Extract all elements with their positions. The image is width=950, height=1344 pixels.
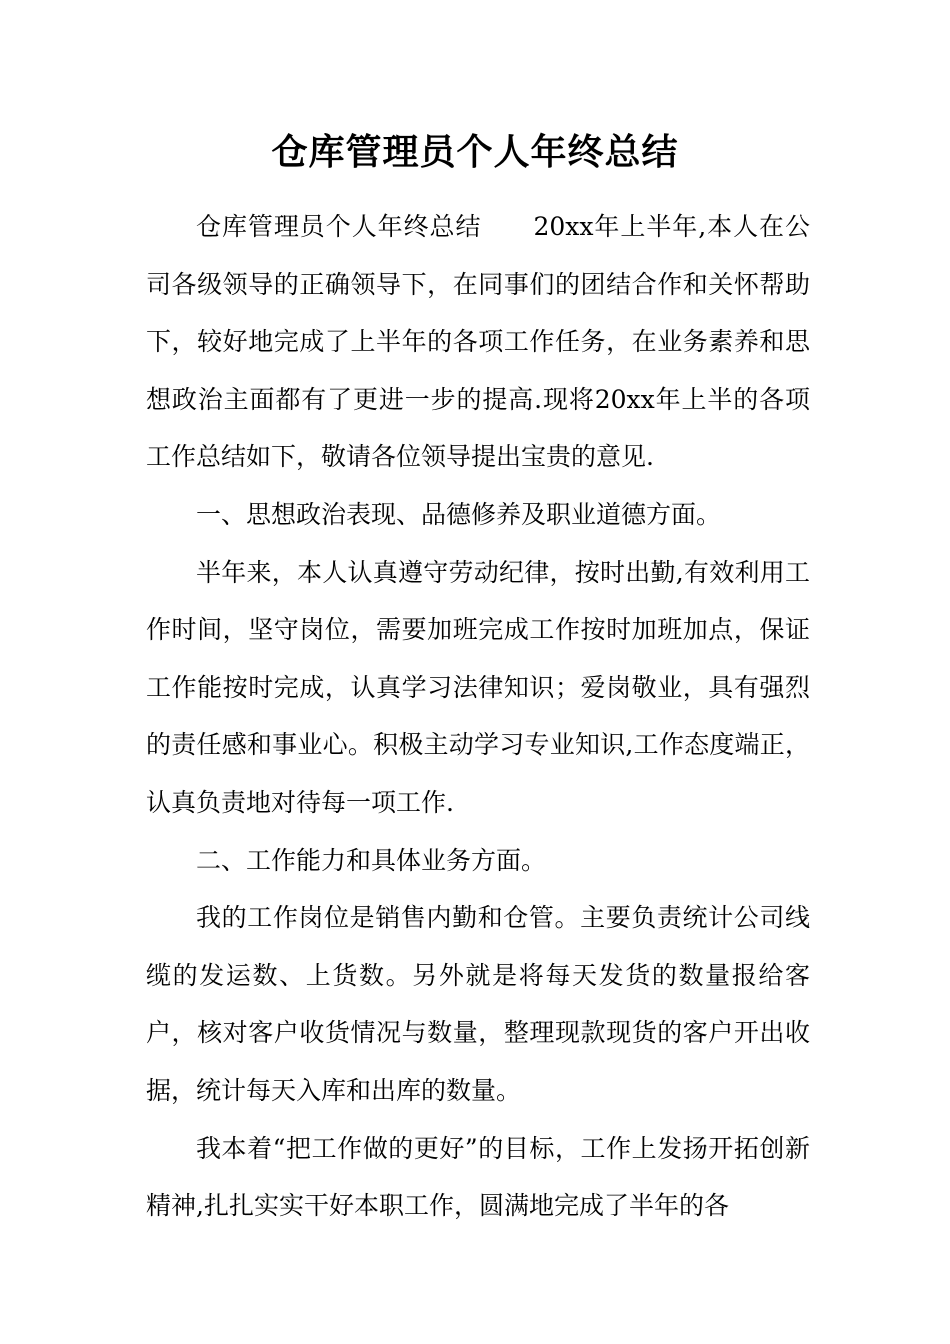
intro-lead: 仓库管理员个人年终总结: [196, 212, 482, 241]
section-heading-1: 一、思想政治表现、品德修养及职业道德方面。: [196, 499, 722, 529]
paragraph-intro: [146, 198, 810, 486]
paragraph-section-1: 半年来，本人认真遵守劳动纪律，按时出勤,有效利用工作时间，坚守岗位，需要加班完成工作按时加班加点，保证工作能按时完成，认真学习法律知识；爱岗敬业，具有强烈的责任感和事业心。积极主动学习专业知识,工作态度端正，认真负责地对待每一项工作.: [146, 557, 810, 817]
intro-text: 20xx年上半年,本人在公司各级领导的正确领导下，在同事们的团结合作和关怀帮助下，较好地完成了上半年的各项工作任务，在业务素养和思想政治主面都有了更进一步的提高.现将20xx年上半的各项工作总结如下，敬请各位领导提出宝贵的意见.: [146, 212, 810, 472]
document-body: [146, 198, 810, 1235]
document-title: 仓库管理员个人年终总结: [271, 132, 679, 173]
paragraph-goals: 我本着“把工作做的更好”的目标，工作上发扬开拓创新精神,扎扎实实干好本职工作，圆满地完成了半年的各: [146, 1133, 810, 1221]
paragraph-job-duties: 我的工作岗位是销售内勤和仓管。主要负责统计公司线缆的发运数、上货数。另外就是将每天发货的数量报给客户，核对客户收货情况与数量，整理现款现货的客户开出收据，统计每天入库和出库的数量。: [146, 903, 810, 1105]
section-heading-2: 二、工作能力和具体业务方面。: [196, 845, 547, 875]
